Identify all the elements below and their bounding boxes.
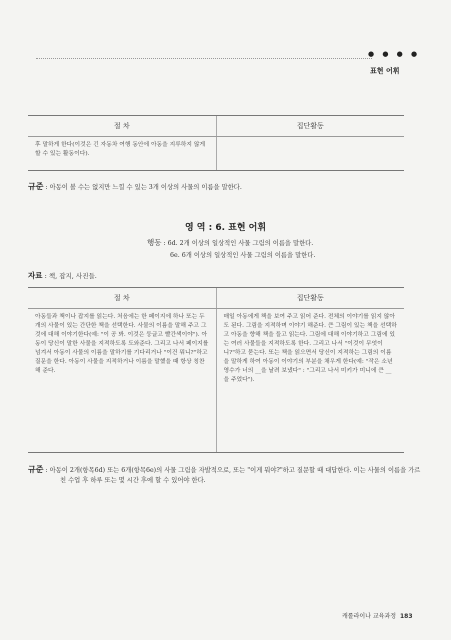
domain-title: 영 역 : 6. 표현 어휘 (184, 223, 267, 233)
criterion-text: : 아동이 2개(항목6d) 또는 6개(항목6e)의 사물 그림을 자발적으로, 또는 "이게 뭐야?"하고 질문할 때 대답한다. 이는 사물의 이름을 가르친 수업 후 하루 또는 몇 시간 후에 할 수 있어야 한다. (45, 467, 421, 484)
criterion-label: 규준 (28, 464, 44, 474)
header-dots: ● ● ● ● (368, 50, 421, 58)
criterion-2 (28, 464, 422, 485)
col-group-header: 집단활동 (216, 116, 404, 137)
group-text (216, 137, 404, 171)
page-number: 183 (400, 613, 413, 620)
header-dotted-rule (36, 58, 372, 59)
col-procedure-header: 절 차 (28, 288, 216, 309)
procedure-table-2 (28, 287, 404, 453)
procedure-text: 아동들과 책이나 잡지를 읽는다. 처음에는 한 페이지에 하나 또는 두 개의 사물이 있는 간단한 책을 선택한다. 사물의 이름을 말해 주고 그것에 대해 이야기한다(예: "이 공 봐. 이것은 둥글고 빨간색이야"). 아동이 당신이 말한 사물을 지적하도록 도와준다. 그리고 나서 페이지를 넘겨서 아동이 사물의 이름을 말하기를 기다리거나 "이건 뭐니?"하고 질문을 한다. 아동이 사물을 지적하거나 이름을 말했을 때 항상 칭찬해 준다. (28, 309, 216, 453)
col-group-header: 집단활동 (216, 288, 404, 309)
procedure-text: 후 말하게 한다(이것은 긴 자동차 여행 동안에 아동을 지루하지 않게 할 수 있는 활동이다). (28, 137, 216, 171)
procedure-table-1 (28, 115, 404, 171)
col-procedure-header: 절 차 (28, 116, 216, 137)
behavior-label: 행동 (147, 238, 162, 247)
section-title: 표현 어휘 (370, 67, 400, 75)
behavior-6d: : 6d. 2개 이상의 일상적인 사물 그림의 이름을 말한다. (163, 240, 314, 247)
group-text: 매일 아동에게 책을 보여 주고 읽어 준다. 전체의 이야기를 읽지 않아도 된다. 그림을 지적하며 이야기 해준다. 큰 그림이 있는 책을 선택하고 아동을 향해 책을 들고 읽는다. 그림에 대해 이야기하고 그림에 있는 여러 사물들을 지적하도록 한다. 그리고 나서 "이것이 무엇이니?"하고 묻는다. 또는 책을 읽으면서 당신이 지적하는 그림의 이름을 말하게 하여 아동이 이야기의 부분을 채우게 한다(예: "작은 소년 영수가 너의 __을 날려 보냈다" : "그리고 나서 미키가 미니에 큰 __을 주었다"). (216, 309, 404, 453)
behavior-line-1 (147, 237, 313, 248)
book-title: 캐롤라이나 교육과정 (342, 613, 397, 620)
criterion-1 (28, 181, 408, 193)
materials-label: 자료 (28, 271, 43, 280)
materials-text: : 책, 잡지, 사진들. (44, 272, 97, 280)
page-footer (342, 611, 413, 620)
materials-line (28, 270, 97, 281)
criterion-label: 규준 (28, 181, 44, 191)
behavior-6e: 6e. 6개 이상의 일상적인 사물 그림의 이름을 말한다. (170, 252, 316, 259)
criterion-text: : 아동이 볼 수는 없지만 느낄 수 있는 3개 이상의 사물의 이름을 말한다. (45, 184, 242, 191)
